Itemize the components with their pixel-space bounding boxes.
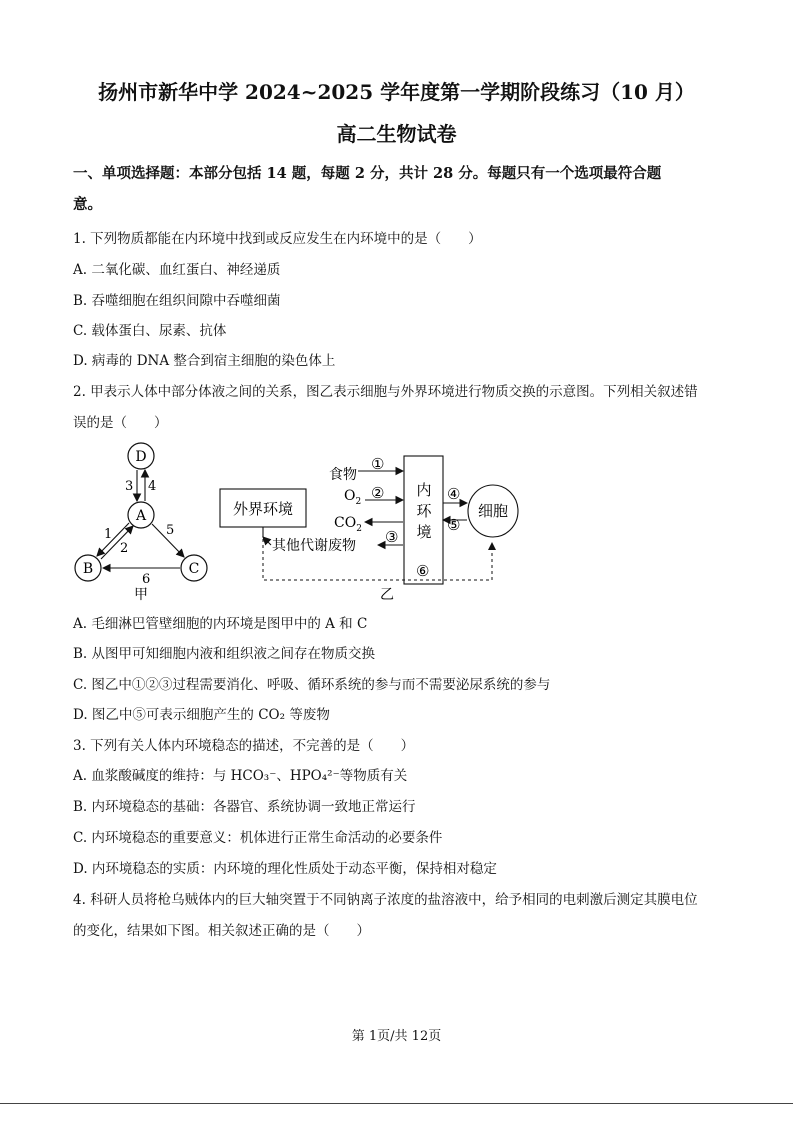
edge-label-2: 2: [120, 541, 129, 556]
inner-env-char-1: 内: [416, 481, 432, 499]
question-3-option-b: B. 内环境稳态的基础：各器官、系统协调一致地正常运行: [73, 799, 416, 815]
question-4-stem-cont: 的变化，结果如下图。相关叙述正确的是（ ）: [73, 923, 370, 939]
co2-label: [334, 515, 362, 534]
o2-text: O: [344, 488, 356, 504]
question-2-stem: 2. 甲表示人体中部分体液之间的关系，图乙表示细胞与外界环境进行物质交换的示意图。下列相关叙述错: [73, 384, 698, 400]
question-4-stem: 4. 科研人员将枪乌贼体内的巨大轴突置于不同钠离子浓度的盐溶液中，给予相同的电刺激后测定其膜电位: [73, 892, 698, 908]
mark-1: ①: [371, 455, 385, 473]
question-1-option-b: B. 吞噬细胞在组织间隙中吞噬细菌: [73, 293, 281, 309]
diagram-yi: [215, 448, 525, 603]
question-2-stem-cont: 误的是（ ）: [73, 415, 168, 431]
diagram-yi-caption: 乙: [380, 587, 394, 603]
question-2-option-b: B. 从图甲可知细胞内液和组织液之间存在物质交换: [73, 646, 376, 662]
diagram-jia-caption: 甲: [134, 587, 148, 603]
question-3-option-c: C. 内环境稳态的重要意义：机体进行正常生命活动的必要条件: [73, 830, 443, 846]
node-b-label: B: [82, 561, 94, 577]
cell-label: 细胞: [477, 502, 509, 520]
node-c-label: C: [188, 561, 200, 577]
section-heading: 一、单项选择题：本部分包括 14 题，每题 2 分，共计 28 分。每题只有一个选项最符合题: [73, 165, 662, 182]
co2-text: CO: [334, 515, 357, 531]
co2-sub: 2: [356, 524, 362, 534]
node-d-label: D: [135, 449, 147, 465]
question-1-option-a: A. 二氧化碳、血红蛋白、神经递质: [73, 262, 281, 278]
question-2-option-a: A. 毛细淋巴管壁细胞的内环境是图甲中的 A 和 C: [73, 616, 368, 632]
o2-label: [344, 488, 361, 507]
mark-3: ③: [385, 528, 399, 546]
node-a-label: A: [135, 508, 147, 524]
edge-label-4: 4: [148, 479, 157, 494]
page-number: 第 1页/共 12页: [351, 1029, 442, 1044]
outer-environment-label: 外界环境: [232, 500, 294, 518]
mark-2: ②: [371, 484, 385, 502]
page-title: 扬州市新华中学 2024~2025 学年度第一学期阶段练习（10 月）: [98, 80, 695, 104]
question-2-option-d: D. 图乙中⑤可表示细胞产生的 CO₂ 等废物: [73, 707, 330, 723]
mark-6: ⑥: [416, 562, 430, 580]
question-2-option-c: C. 图乙中①②③过程需要消化、呼吸、循环系统的参与而不需要泌尿系统的参与: [73, 677, 551, 693]
section-heading-cont: 意。: [73, 196, 102, 213]
inner-env-char-3: 境: [416, 523, 432, 541]
question-3-option-a: A. 血浆酸碱度的维持：与 HCO₃⁻、HPO₄²⁻等物质有关: [73, 768, 408, 784]
page-bottom-divider: [0, 1103, 793, 1104]
edge-label-5: 5: [166, 523, 175, 538]
question-1-stem: 1. 下列物质都能在内环境中找到或反应发生在内环境中的是（ ）: [73, 231, 482, 247]
question-3-stem: 3. 下列有关人体内环境稳态的描述，不完善的是（ ）: [73, 738, 415, 754]
food-label: 食物: [329, 467, 357, 483]
arrow-to-outer: [263, 537, 271, 545]
question-1-option-c: C. 载体蛋白、尿素、抗体: [73, 323, 227, 339]
edge-label-1: 1: [104, 527, 113, 542]
waste-label: 其他代谢废物: [272, 538, 356, 554]
page-subtitle: 高二生物试卷: [336, 122, 457, 146]
edge-label-6: 6: [142, 572, 151, 587]
mark-4: ④: [447, 485, 461, 503]
diagram-jia: [70, 438, 220, 604]
o2-sub: 2: [355, 497, 362, 507]
question-1-option-d: D. 病毒的 DNA 整合到宿主细胞的染色体上: [73, 353, 336, 369]
question-3-option-d: D. 内环境稳态的实质：内环境的理化性质处于动态平衡，保持相对稳定: [73, 861, 497, 877]
inner-env-char-2: 环: [416, 502, 432, 520]
mark-5: ⑤: [447, 516, 461, 534]
edge-label-3: 3: [125, 479, 134, 494]
